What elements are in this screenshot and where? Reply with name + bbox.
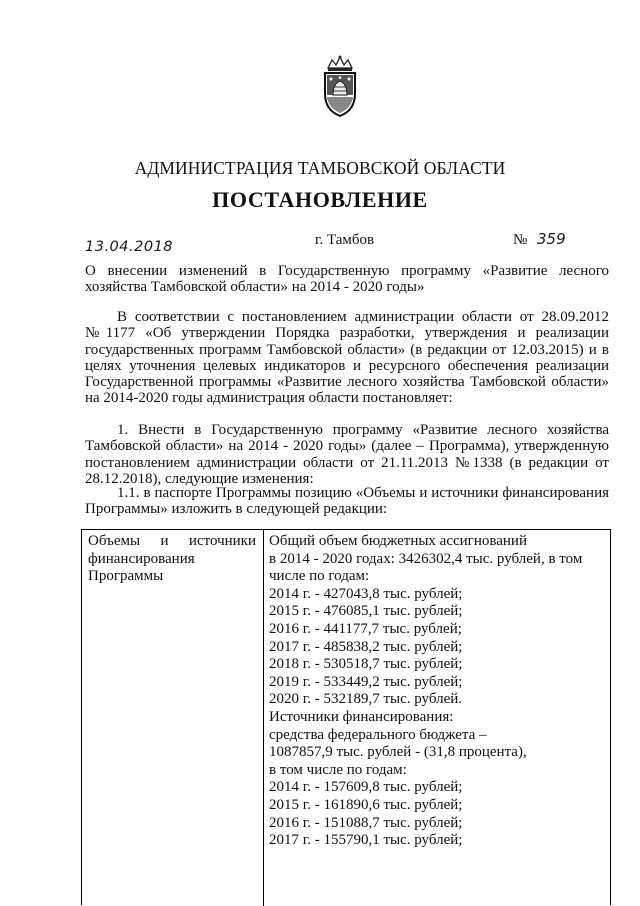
table-line: 2016 г. - 151088,7 тыс. рублей; — [269, 814, 463, 831]
table-line: числе по годам: — [269, 568, 370, 585]
document-subject: О внесении изменений в Государственную программу «Развитие лесного хозяйства Тамбовской области» на 2014 - 2020 годы» — [85, 263, 609, 296]
table-line: средства федерального бюджета – — [269, 726, 487, 743]
table-line: 2018 г. - 530518,7 тыс. рублей; — [269, 656, 463, 673]
left-cell-line-1: Объемы и источники — [88, 533, 256, 549]
table-column-divider — [263, 530, 264, 906]
table-line: Общий объем бюджетных ассигнований — [269, 533, 527, 549]
table-line: 2016 г. - 441177,7 тыс. рублей; — [269, 620, 462, 637]
coat-of-arms-icon — [318, 54, 362, 118]
table-line: 1087857,9 тыс. рублей - (31,8 процента), — [269, 744, 527, 761]
table-line: в том числе по годам: — [269, 761, 407, 778]
left-cell-line-2: финансирования — [88, 550, 195, 567]
table-line: 2017 г. - 155790,1 тыс. рублей; — [269, 832, 463, 849]
table-line: 2015 г. - 476085,1 тыс. рублей; — [269, 603, 463, 620]
document-type-title: ПОСТАНОВЛЕНИЕ — [212, 187, 428, 212]
table-line: 2020 г. - 532189,7 тыс. рублей. — [269, 691, 463, 708]
preamble-paragraph: В соответствии с постановлением администрации области от 28.09.2012 №1177 «Об утверждении Порядка разработки, утверждения и реализации государственных программ Тамбовской области» (в редакции от 12.03.2015) и в целях уточнения целевых индикаторов и ресурсного обеспечения реализации Государственной программы «Развитие лесного хозяйства Тамбовской области» на 2014-2020 годы администрация области постановляет: — [85, 309, 609, 407]
table-left-cell — [88, 533, 256, 586]
number-label: № — [513, 232, 528, 248]
table-right-cell — [269, 533, 599, 850]
clause-1-paragraph: 1. Внести в Государственную программу «Развитие лесного хозяйства Тамбовской области» на 2014 - 2020 годы» (далее – Программа), утвержденную постановлением администрации области от 21.11.2013 №1338 (в редакции от 28.12.2018), следующие изменения: — [85, 422, 609, 487]
clause-1-1-paragraph: 1.1. в паспорте Программы позицию «Объемы и источники финансирования Программы» изложить в следующей редакции: — [85, 485, 609, 518]
financing-table — [81, 529, 611, 905]
left-cell-line-3: Программы — [88, 568, 164, 585]
table-line: Источники финансирования: — [269, 708, 454, 725]
handwritten-number: 359 — [537, 230, 566, 248]
table-line: 2019 г. - 533449,2 тыс. рублей; — [269, 673, 463, 690]
table-line: 2017 г. - 485838,2 тыс. рублей; — [269, 638, 463, 655]
table-line: 2014 г. - 157609,8 тыс. рублей; — [269, 779, 463, 796]
city-name: г. Тамбов — [315, 232, 375, 248]
handwritten-date: 13.04.2018 — [85, 239, 174, 255]
table-line: 2014 г. - 427043,8 тыс. рублей; — [269, 585, 463, 602]
organization-name: АДМИНИСТРАЦИЯ ТАМБОВСКОЙ ОБЛАСТИ — [134, 158, 506, 178]
table-line: в 2014 - 2020 годах: 3426302,4 тыс. рублей, в том — [269, 550, 583, 567]
table-line: 2015 г. - 161890,6 тыс. рублей; — [269, 796, 463, 813]
